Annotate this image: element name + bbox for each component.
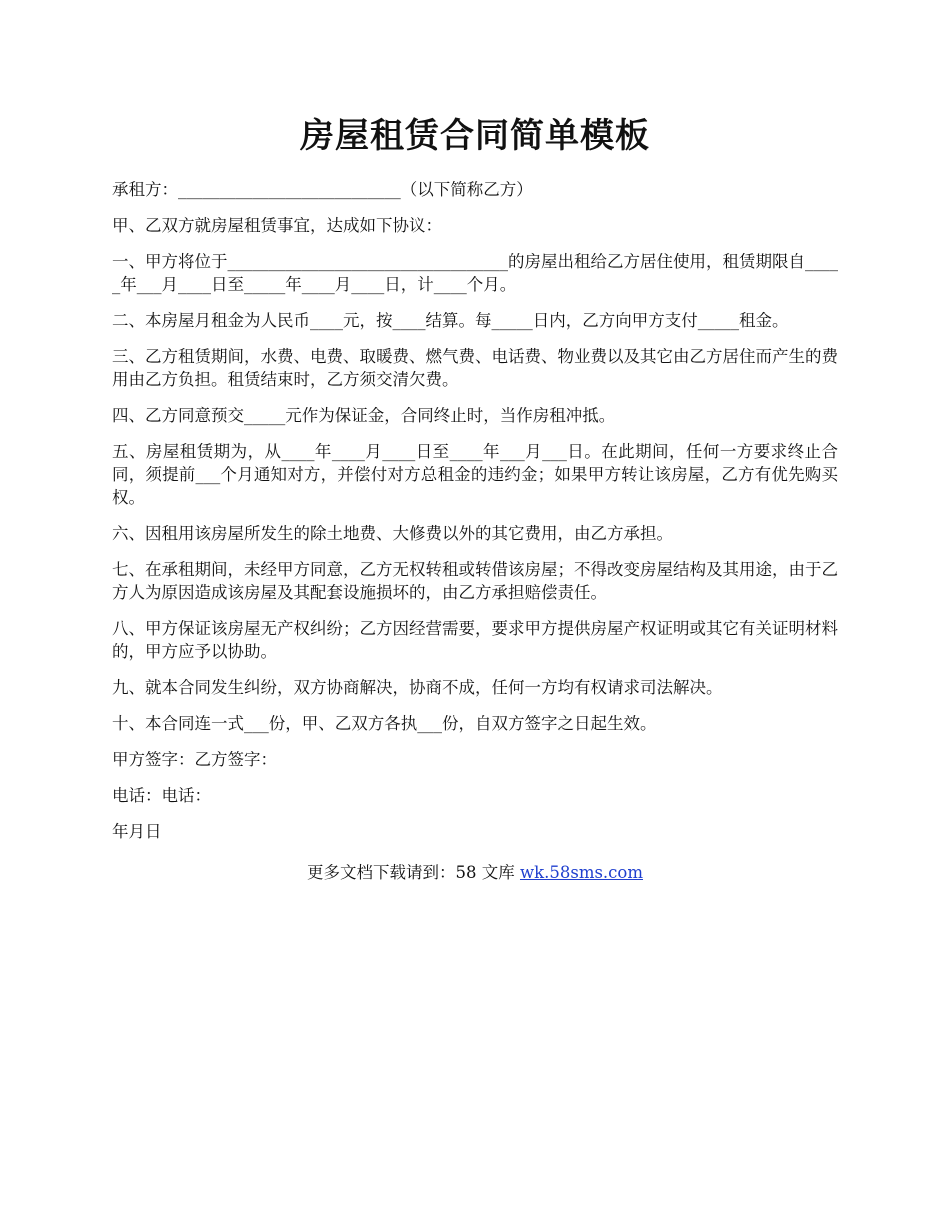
clause-3: 三、乙方租赁期间，水费、电费、取暖费、燃气费、电话费、物业费以及其它由乙方居住而产生的费用由乙方负担。租赁结束时，乙方须交清欠费。 [112,347,838,389]
clause-1: 一、甲方将位于__________________________________的房屋出租给乙方居住使用，租赁期限自_____年___月____日至_____年____月____日，计____个月。 [112,252,838,294]
clause-4: 四、乙方同意预交_____元作为保证金，合同终止时，当作房租冲抵。 [112,406,616,425]
phone-line: 电话：电话： [112,786,211,805]
clause-10: 十、本合同连一式___份，甲、乙双方各执___份，自双方签字之日起生效。 [112,714,657,733]
signature-line: 甲方签字：乙方签字： [112,750,277,769]
footer-note [112,861,838,884]
clause-9: 九、就本合同发生纠纷，双方协商解决，协商不成，任何一方均有权请求司法解决。 [112,678,723,697]
clause-2: 二、本房屋月租金为人民币____元，按____结算。每_____日内，乙方向甲方支付_____租金。 [112,311,789,330]
document-title: 房屋租赁合同简单模板 [300,116,650,156]
lessee-line: 承租方：___________________________（以下简称乙方） [112,180,533,199]
clause-6: 六、因租用该房屋所发生的除土地费、大修费以外的其它费用，由乙方承担。 [112,524,673,543]
footer-prefix: 更多文档下载请到：58 文库 [306,863,520,882]
footer-link[interactable]: wk.58sms.com [519,863,643,882]
clause-5: 五、房屋租赁期为，从____年____月____日至____年___月___日。在此期间，任何一方要求终止合同，须提前___个月通知对方，并偿付对方总租金的违约金；如果甲方转让该房屋，乙方有优先购买权。 [112,442,838,507]
clause-7: 七、在承租期间，未经甲方同意，乙方无权转租或转借该房屋；不得改变房屋结构及其用途，由于乙方人为原因造成该房屋及其配套设施损坏的，由乙方承担赔偿责任。 [112,560,838,602]
contract-body [112,178,838,843]
date-line: 年月日 [112,822,162,841]
clause-8: 八、甲方保证该房屋无产权纠纷；乙方因经营需要，要求甲方提供房屋产权证明或其它有关证明材料的，甲方应予以协助。 [112,619,838,661]
agreement-intro: 甲、乙双方就房屋租赁事宜，达成如下协议： [112,216,442,235]
